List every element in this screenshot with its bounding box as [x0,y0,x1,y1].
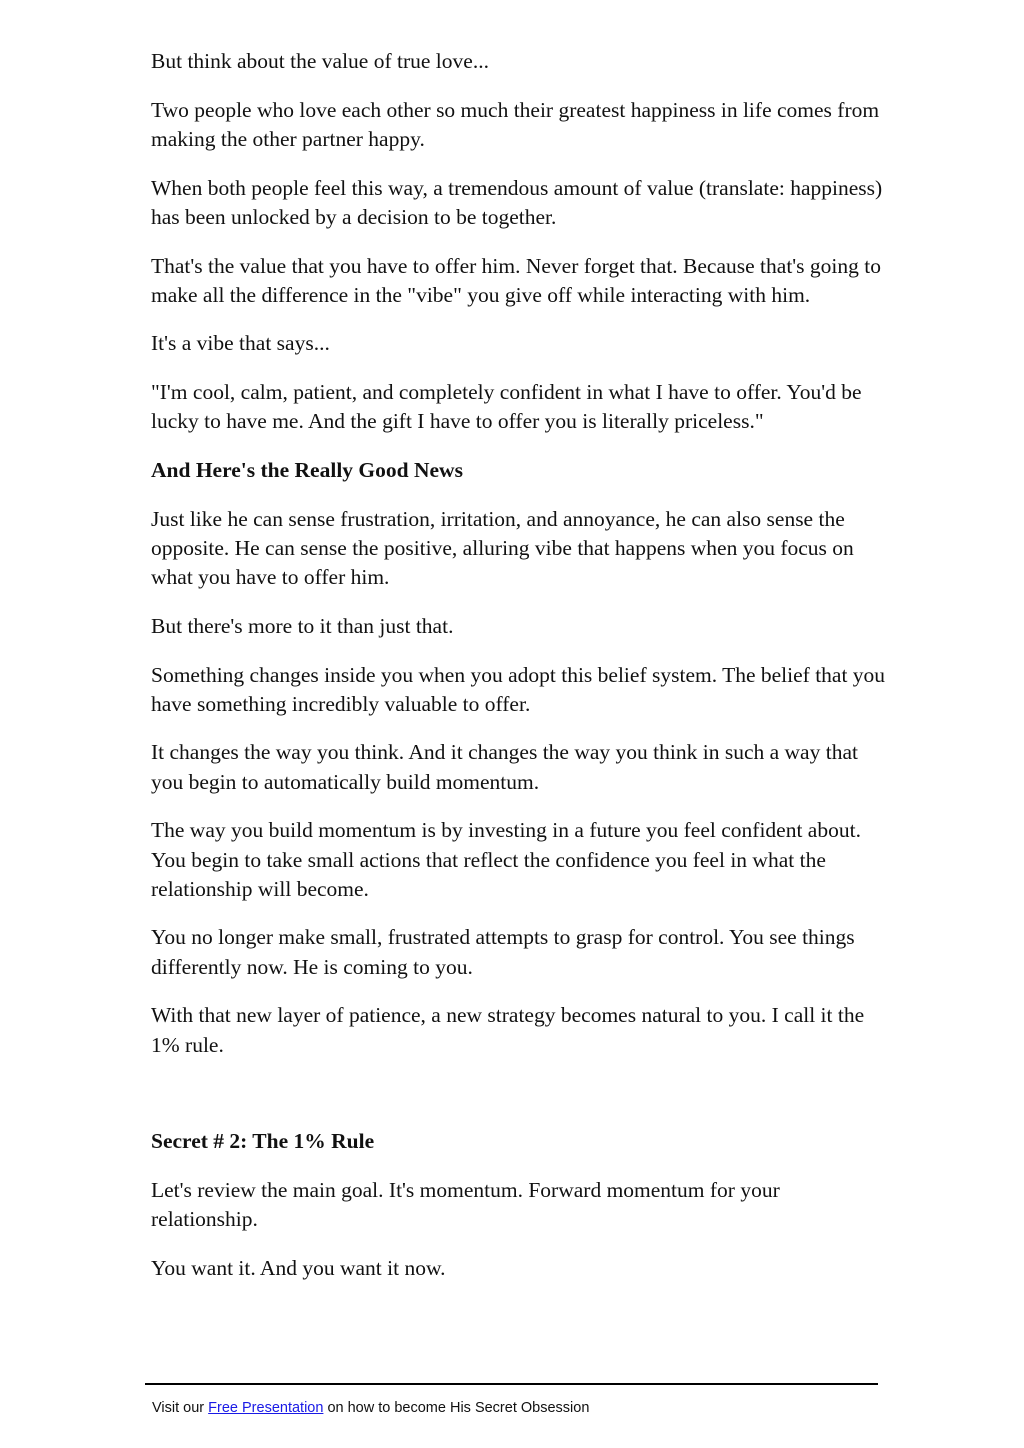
paragraph: It changes the way you think. And it changes the way you think in such a way that you begin to automatically build momentum. [151,740,858,794]
page-footer [152,1399,589,1417]
paragraph: Let's review the main goal. It's momentum. Forward momentum for your relationship. [151,1177,780,1232]
paragraph: You no longer make small, frustrated attempts to grasp for control. You see things differently now. He is coming to you. [151,925,855,979]
paragraph: When both people feel this way, a tremendous amount of value (translate: happiness) has been unlocked by a decision to be together. [151,175,883,229]
footer-suffix: on how to become His Secret Obsession [323,1400,590,1416]
paragraph: It's a vibe that says... [151,331,330,356]
footer-divider [145,1383,878,1385]
paragraph: That's the value that you have to offer him. Never forget that. Because that's going to make all the difference in the "vibe" you give off while interacting with him. [151,253,881,307]
paragraph: Something changes inside you when you adopt this belief system. The belief that you have something incredibly valuable to offer. [151,662,886,716]
section-heading: And Here's the Really Good News [151,458,463,483]
paragraph: The way you build momentum is by investing in a future you feel confident about. You begin to take small actions that reflect the confidence you feel in what the relationship will become. [151,818,861,901]
paragraph: But there's more to it than just that. [151,613,454,638]
section-heading: Secret # 2: The 1% Rule [151,1129,375,1154]
paragraph: Two people who love each other so much their greatest happiness in life comes from making the other partner happy. [151,97,880,151]
paragraph: But think about the value of true love... [151,49,489,73]
quote-paragraph: "I'm cool, calm, patient, and completely confident in what I have to offer. You'd be lucky to have me. And the gift I have to offer you is literally priceless." [151,380,862,434]
paragraph: You want it. And you want it now. [151,1255,446,1280]
free-presentation-link[interactable]: Free Presentation [208,1400,324,1416]
paragraph: Just like he can sense frustration, irritation, and annoyance, he can also sense the opposite. He can sense the positive, alluring vibe that happens when you focus on what you have to offer him. [151,506,854,590]
paragraph: With that new layer of patience, a new strategy becomes natural to you. I call it the 1% rule. [151,1003,865,1057]
document-body [151,47,886,1303]
section-spacer [151,1079,886,1127]
footer-prefix: Visit our [152,1400,209,1416]
